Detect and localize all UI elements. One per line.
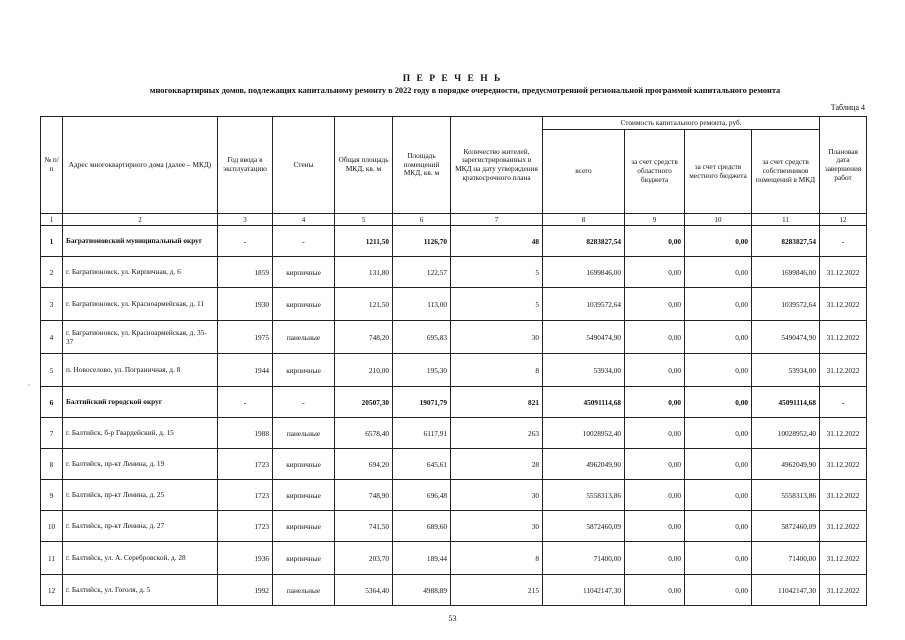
row-total-area: 210,00 [335, 354, 393, 387]
row-number: 7 [41, 418, 63, 449]
row-walls: кирпичные [273, 480, 335, 511]
row-residents: 48 [451, 226, 543, 257]
row-cost-regional: 0,00 [625, 257, 685, 288]
row-year: 1975 [218, 321, 273, 354]
row-walls: панельные [273, 418, 335, 449]
row-total-area: 121,50 [335, 288, 393, 321]
column-number: 8 [543, 214, 625, 226]
row-completion: 31.12.2022 [820, 575, 867, 606]
table-row [41, 542, 867, 575]
row-cost-local: 0,00 [685, 387, 752, 418]
row-address: Балтийский городской округ [63, 387, 218, 418]
column-number: 9 [625, 214, 685, 226]
table-row [41, 449, 867, 480]
row-year: 1859 [218, 257, 273, 288]
row-year: 1723 [218, 511, 273, 542]
page-number: 53 [448, 614, 457, 623]
page-subtitle: многоквартирных домов, подлежащих капитальному ремонту в 2022 году в порядке очередности, предусмотренной региональной программой капитального ремонта [149, 86, 781, 95]
row-cost-local: 0,00 [685, 542, 752, 575]
row-cost-regional: 0,00 [625, 321, 685, 354]
row-residents: 263 [451, 418, 543, 449]
row-walls: панельные [273, 575, 335, 606]
table-group-row [41, 387, 867, 418]
row-number: 12 [41, 575, 63, 606]
row-number: 8 [41, 449, 63, 480]
row-walls: кирпичные [273, 511, 335, 542]
row-year: 1723 [218, 449, 273, 480]
row-completion: 31.12.2022 [820, 354, 867, 387]
row-cost-local: 0,00 [685, 480, 752, 511]
row-total-area: 741,50 [335, 511, 393, 542]
row-address: г. Балтийск, ул. А. Серебровской, д. 28 [63, 542, 218, 575]
row-address: г. Балтийск, б-р Гвардейский, д. 15 [63, 418, 218, 449]
table-row [41, 418, 867, 449]
row-year: - [218, 387, 273, 418]
row-cost-total: 5872460,09 [543, 511, 625, 542]
row-residents: 8 [451, 354, 543, 387]
column-number: 1 [41, 214, 63, 226]
row-residents: 28 [451, 449, 543, 480]
row-cost-total: 1699846,00 [543, 257, 625, 288]
header-row-top [41, 117, 867, 130]
row-cost-local: 0,00 [685, 354, 752, 387]
row-cost-owners: 8283827,54 [752, 226, 820, 257]
column-number: 3 [218, 214, 273, 226]
row-total-area: 6578,40 [335, 418, 393, 449]
column-number: 7 [451, 214, 543, 226]
row-address: Багратионовский муниципальный округ [63, 226, 218, 257]
header-address: Адрес многоквартирного дома (далее – МКД) [63, 117, 218, 214]
row-walls: - [273, 387, 335, 418]
row-cost-regional: 0,00 [625, 542, 685, 575]
row-cost-total: 5490474,90 [543, 321, 625, 354]
row-walls: кирпичные [273, 288, 335, 321]
row-total-area: 20507,30 [335, 387, 393, 418]
row-cost-regional: 0,00 [625, 354, 685, 387]
table-row [41, 511, 867, 542]
row-cost-owners: 45091114,68 [752, 387, 820, 418]
row-cost-local: 0,00 [685, 288, 752, 321]
row-cost-total: 4962049,90 [543, 449, 625, 480]
row-premises-area: 189,44 [393, 542, 451, 575]
row-completion: - [820, 226, 867, 257]
row-address: г. Балтийск, пр-кт Ленина, д. 19 [63, 449, 218, 480]
row-year: 1944 [218, 354, 273, 387]
row-premises-area: 122,57 [393, 257, 451, 288]
row-walls: - [273, 226, 335, 257]
row-address: г. Балтийск, пр-кт Ленина, д. 25 [63, 480, 218, 511]
row-number: 1 [41, 226, 63, 257]
column-number: 6 [393, 214, 451, 226]
column-number: 2 [63, 214, 218, 226]
header-walls: Стены [273, 117, 335, 214]
row-premises-area: 1126,70 [393, 226, 451, 257]
row-year: 1723 [218, 480, 273, 511]
row-cost-local: 0,00 [685, 511, 752, 542]
table-row [41, 480, 867, 511]
table-label: Таблица 4 [830, 103, 865, 112]
row-cost-total: 5558313,86 [543, 480, 625, 511]
row-cost-regional: 0,00 [625, 387, 685, 418]
header-year: Год ввода в эксплуатацию [218, 117, 273, 214]
row-address: г. Багратионовск, ул. Красноармейская, д. 35-37 [63, 321, 218, 354]
header-residents: Количество жителей, зарегистрированных в МКД на дату утверждения краткосрочного плана [451, 117, 543, 214]
row-cost-regional: 0,00 [625, 418, 685, 449]
column-number: 5 [335, 214, 393, 226]
row-address: г. Балтийск, пр-кт Ленина, д. 27 [63, 511, 218, 542]
registry-table [40, 116, 867, 606]
row-residents: 30 [451, 480, 543, 511]
row-walls: панельные [273, 321, 335, 354]
row-premises-area: 19071,79 [393, 387, 451, 418]
row-completion: 31.12.2022 [820, 511, 867, 542]
row-premises-area: 645,61 [393, 449, 451, 480]
row-address: г. Багратионовск, ул. Кирпичная, д. 6 [63, 257, 218, 288]
row-walls: кирпичные [273, 542, 335, 575]
row-total-area: 748,90 [335, 480, 393, 511]
row-cost-owners: 5558313,86 [752, 480, 820, 511]
row-residents: 5 [451, 288, 543, 321]
row-cost-owners: 4962049,90 [752, 449, 820, 480]
row-premises-area: 6117,91 [393, 418, 451, 449]
row-year: 1992 [218, 575, 273, 606]
row-number: 6 [41, 387, 63, 418]
row-number: 10 [41, 511, 63, 542]
header-cost-owners: за счет средств собственников помещений в МКД [752, 130, 820, 214]
row-cost-local: 0,00 [685, 226, 752, 257]
row-cost-total: 53934,00 [543, 354, 625, 387]
row-residents: 8 [451, 542, 543, 575]
row-cost-regional: 0,00 [625, 288, 685, 321]
row-residents: 30 [451, 511, 543, 542]
row-cost-owners: 71400,00 [752, 542, 820, 575]
row-residents: 215 [451, 575, 543, 606]
row-completion: 31.12.2022 [820, 321, 867, 354]
header-idx: № п/п [41, 117, 63, 214]
row-cost-total: 1039572,64 [543, 288, 625, 321]
row-cost-local: 0,00 [685, 449, 752, 480]
row-number: 9 [41, 480, 63, 511]
row-cost-owners: 1039572,64 [752, 288, 820, 321]
row-cost-regional: 0,00 [625, 480, 685, 511]
row-year: 1930 [218, 288, 273, 321]
row-cost-owners: 5872460,09 [752, 511, 820, 542]
table-row [41, 321, 867, 354]
row-cost-local: 0,00 [685, 418, 752, 449]
row-cost-owners: 10028952,40 [752, 418, 820, 449]
row-year: 1936 [218, 542, 273, 575]
table-row [41, 257, 867, 288]
table-body [41, 226, 867, 606]
row-cost-owners: 11042147,30 [752, 575, 820, 606]
header-cost-total: всего [543, 130, 625, 214]
row-premises-area: 195,30 [393, 354, 451, 387]
row-cost-local: 0,00 [685, 575, 752, 606]
table-group-row [41, 226, 867, 257]
row-completion: 31.12.2022 [820, 449, 867, 480]
row-walls: кирпичные [273, 354, 335, 387]
row-cost-regional: 0,00 [625, 511, 685, 542]
column-number: 4 [273, 214, 335, 226]
row-cost-owners: 1699846,00 [752, 257, 820, 288]
row-address: п. Новоселово, ул. Пограничная, д. 8 [63, 354, 218, 387]
row-total-area: 748,20 [335, 321, 393, 354]
row-year: 1988 [218, 418, 273, 449]
page-heading: П Е Р Е Ч Е Н Ь [402, 74, 503, 84]
header-cost-regional: за счет средств областного бюджета [625, 130, 685, 214]
row-residents: 821 [451, 387, 543, 418]
row-number: 5 [41, 354, 63, 387]
row-cost-total: 11042147,30 [543, 575, 625, 606]
row-completion: 31.12.2022 [820, 288, 867, 321]
row-premises-area: 695,83 [393, 321, 451, 354]
row-completion: 31.12.2022 [820, 542, 867, 575]
row-completion: 31.12.2022 [820, 257, 867, 288]
row-completion: 31.12.2022 [820, 418, 867, 449]
row-completion: 31.12.2022 [820, 480, 867, 511]
row-number: 4 [41, 321, 63, 354]
row-total-area: 203,70 [335, 542, 393, 575]
row-cost-regional: 0,00 [625, 226, 685, 257]
row-number: 11 [41, 542, 63, 575]
table-row [41, 354, 867, 387]
row-premises-area: 689,60 [393, 511, 451, 542]
row-premises-area: 113,00 [393, 288, 451, 321]
header-cost-group: Стоимость капитального ремонта, руб. [543, 117, 820, 130]
row-number: 2 [41, 257, 63, 288]
row-residents: 5 [451, 257, 543, 288]
header-completion: Плановая дата завершения работ [820, 117, 867, 214]
row-address: г. Балтийск, ул. Гоголя, д. 5 [63, 575, 218, 606]
row-address: г. Багратионовск, ул. Красноармейская, д. 11 [63, 288, 218, 321]
row-total-area: 1211,50 [335, 226, 393, 257]
row-total-area: 131,80 [335, 257, 393, 288]
row-completion: - [820, 387, 867, 418]
column-number: 11 [752, 214, 820, 226]
row-year: - [218, 226, 273, 257]
row-walls: кирпичные [273, 257, 335, 288]
row-cost-total: 45091114,68 [543, 387, 625, 418]
row-total-area: 5364,40 [335, 575, 393, 606]
row-cost-owners: 5490474,90 [752, 321, 820, 354]
row-walls: кирпичные [273, 449, 335, 480]
row-cost-regional: 0,00 [625, 575, 685, 606]
row-cost-total: 71400,00 [543, 542, 625, 575]
row-cost-total: 8283827,54 [543, 226, 625, 257]
row-cost-local: 0,00 [685, 257, 752, 288]
header-total-area: Общая площадь МКД, кв. м [335, 117, 393, 214]
row-cost-total: 10028952,40 [543, 418, 625, 449]
row-cost-owners: 53934,00 [752, 354, 820, 387]
scan-mark: , [28, 379, 30, 387]
header-premises-area: Площадь помещений МКД, кв. м [393, 117, 451, 214]
table-row [41, 288, 867, 321]
row-cost-regional: 0,00 [625, 449, 685, 480]
table-row [41, 575, 867, 606]
row-premises-area: 696,48 [393, 480, 451, 511]
row-premises-area: 4988,89 [393, 575, 451, 606]
row-residents: 30 [451, 321, 543, 354]
row-number: 3 [41, 288, 63, 321]
column-number-row [41, 214, 867, 226]
row-total-area: 694,20 [335, 449, 393, 480]
column-number: 10 [685, 214, 752, 226]
row-cost-local: 0,00 [685, 321, 752, 354]
header-cost-local: за счет средств местного бюджета [685, 130, 752, 214]
column-number: 12 [820, 214, 867, 226]
